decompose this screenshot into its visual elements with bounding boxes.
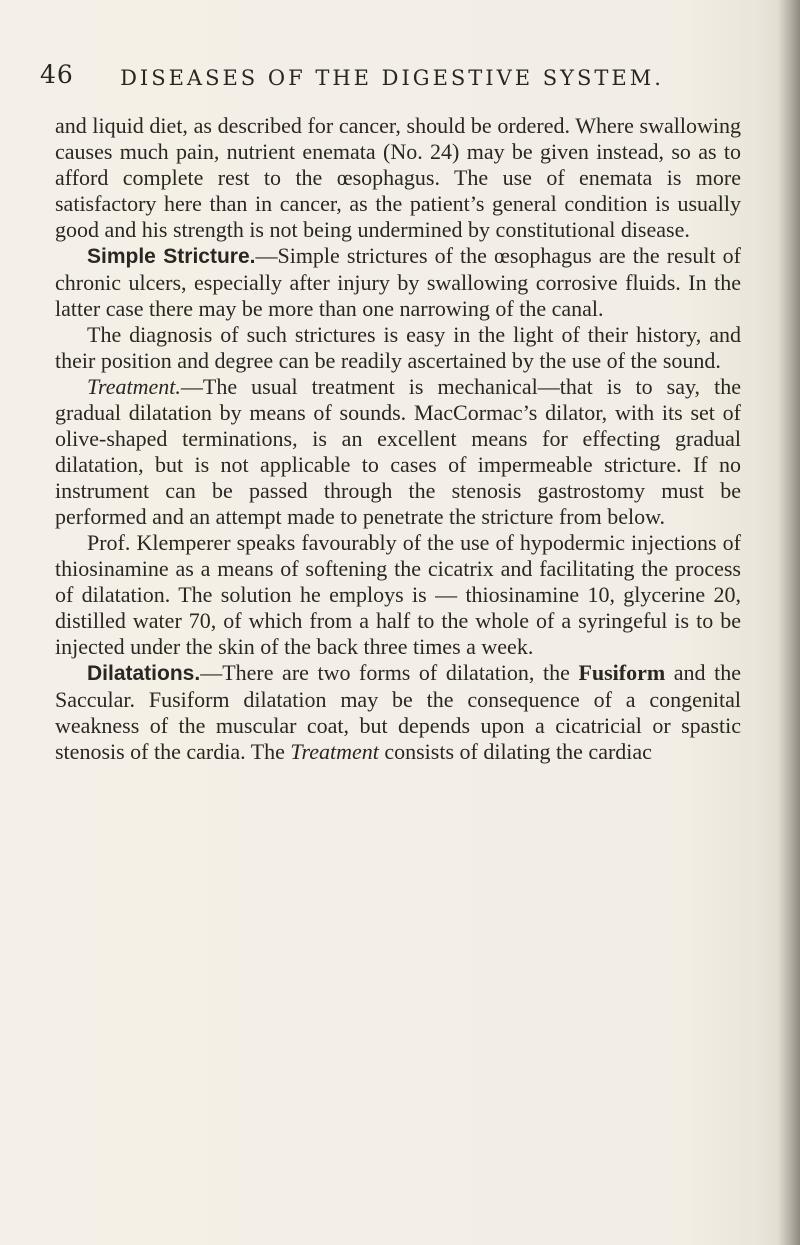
- paragraph-klemperer: Prof. Klemperer speaks favourably of the use of hypodermic injections of thiosinamine as a means of softening the cicatrix and facilitating the process of dilatation. The solution he employs is — thiosinamine 10, glycerine 20, distilled water 70, of which from a half to the whole of a syringeful is to be injected under the skin of the back three times a week.: [55, 530, 741, 659]
- page-edge-shadow: [778, 0, 800, 1245]
- running-head: DISEASES OF THE DIGESTIVE SYSTEM.: [120, 66, 664, 90]
- treatment-label: Treatment.: [87, 374, 181, 399]
- dilatations-text-a: —There are two forms of dilatation, the: [200, 660, 579, 685]
- paragraph-treatment: [55, 374, 741, 530]
- term-saccular: Saccular.: [55, 687, 136, 712]
- paragraph-1: and liquid diet, as described for cancer, should be ordered. Where swallowing causes much pain, nutrient enemata (No. 24) may be given instead, so as to afford complete rest to the œsophagus. The use of enemata is more satisfactory here than in cancer, as the patient’s general condition is usually good and his strength is not being undermined by constitutional disease.: [55, 113, 741, 242]
- dilatations-treatment-label: Treatment: [290, 739, 379, 764]
- paragraph-treatment-text: —The usual treatment is mechanical—that is to say, the gradual dilatation by means of sounds. MacCormac’s dilator, with its set of olive-shaped terminations, is an excellent means for effecting gradual dilatation, but is not applicable to cases of impermeable stricture. If no instrument can be passed through the stenosis gastrostomy must be performed and an attempt made to penetrate the stricture from below.: [55, 374, 741, 529]
- paragraph-simple-stricture: [55, 243, 741, 322]
- section-heading-simple-stricture: Simple Stricture.: [87, 245, 256, 268]
- page-number: 46: [40, 60, 74, 89]
- dilatations-text-b: and the: [665, 660, 741, 685]
- page-header: [40, 60, 740, 94]
- body-text: [55, 113, 741, 765]
- dilatations-text-c: Fusiform dilatation may be the consequence of a congenital weakness of the muscular coat, but depends upon a cicatricial or spastic stenosis of the cardia. The: [55, 687, 741, 764]
- dilatations-text-d: consists of dilating the cardiac: [378, 739, 652, 764]
- section-heading-dilatations: Dilatations.: [87, 662, 201, 685]
- term-fusiform: Fusiform: [578, 660, 666, 685]
- paragraph-diagnosis: The diagnosis of such strictures is easy in the light of their history, and their position and degree can be readily ascertained by the use of the sound.: [55, 322, 741, 373]
- paragraph-simple-stricture-text: —Simple strictures of the œsophagus are the result of chronic ulcers, especially after injury by swallowing corrosive fluids. In the latter case there may be more than one narrowing of the canal.: [55, 243, 741, 321]
- paragraph-dilatations: [55, 660, 741, 765]
